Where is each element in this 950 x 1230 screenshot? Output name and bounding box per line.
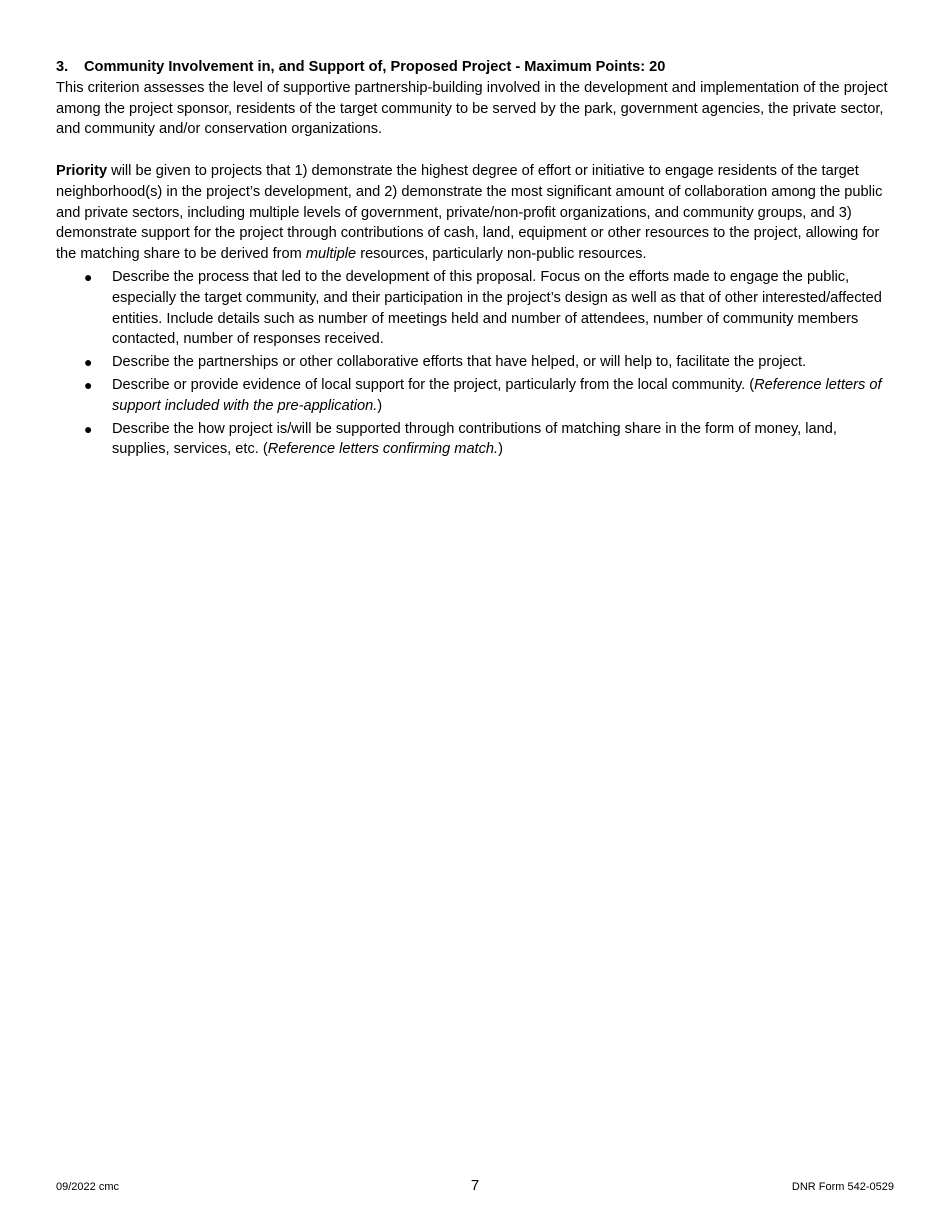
list-item (56, 375, 894, 417)
priority-paragraph (56, 161, 894, 265)
footer-date: 09/2022 cmc (56, 1181, 119, 1193)
section-intro: This criterion assesses the level of supportive partnership-building involved in the development and implementation of the project among the project sponsor, residents of the target community to be served by the park, government agencies, the private sector, and community and/or conservation organizations. (56, 79, 888, 138)
bullet-italic: Reference letters confirming match. (267, 441, 499, 458)
bullet-icon: ● (84, 354, 93, 371)
bullet-text-after: ) (377, 397, 383, 414)
bullet-text-after: ) (498, 441, 503, 458)
bullet-icon: ● (84, 420, 93, 437)
bullet-text: Describe the process that led to the development of this proposal. Focus on the efforts made to engage the public, especially the target community, and their participation in the project’s design as well as that of other interested/affected entities. Include details such as number of meetings held and number of attendees, number of community members contacted, number of responses received. (112, 268, 882, 348)
priority-text-b: resources, particularly non-public resources. (356, 246, 647, 263)
section-number: 3. (56, 59, 69, 75)
bullet-text: Describe the how project is/will be supported through contributions of matching share in the form of money, land, supplies, services, etc. ( (112, 420, 837, 458)
bullet-icon: ● (84, 268, 93, 285)
page-footer (0, 1177, 950, 1197)
bullet-icon: ● (84, 376, 93, 393)
form-number: DNR Form 542-0529 (791, 1181, 894, 1193)
bullet-text: Describe the partnerships or other collaborative efforts that have helped, or will help to, facilitate the project. (112, 354, 807, 371)
document-page (56, 57, 894, 460)
bullet-list (56, 267, 894, 460)
priority-label: Priority (56, 162, 108, 179)
bullet-text: Describe or provide evidence of local support for the project, particularly from the local community. ( (112, 376, 755, 393)
priority-text-a: will be given to projects that 1) demonstrate the highest degree of effort or initiative to engage residents of the target neighborhood(s) in the project’s development, and 2) demonstrate the most significant amount of collaboration among the public and private sectors, including multiple levels of government, private/non-profit organizations, and community groups, and 3) demonstrate support for the project through contributions of cash, land, equipment or other resources to the project, allowing for the matching share to be derived from (56, 162, 883, 263)
section-heading (56, 57, 894, 78)
paragraph-spacer (56, 140, 894, 161)
bullet-italic: Reference letters of support included with the pre-application. (112, 376, 882, 414)
priority-italic: multiple (305, 246, 357, 263)
list-item (56, 352, 894, 373)
list-item (56, 267, 894, 350)
list-item (56, 419, 894, 461)
section-title: Community Involvement in, and Support of, Proposed Project - Maximum Points: 20 (84, 59, 666, 75)
page-number: 7 (470, 1177, 480, 1194)
